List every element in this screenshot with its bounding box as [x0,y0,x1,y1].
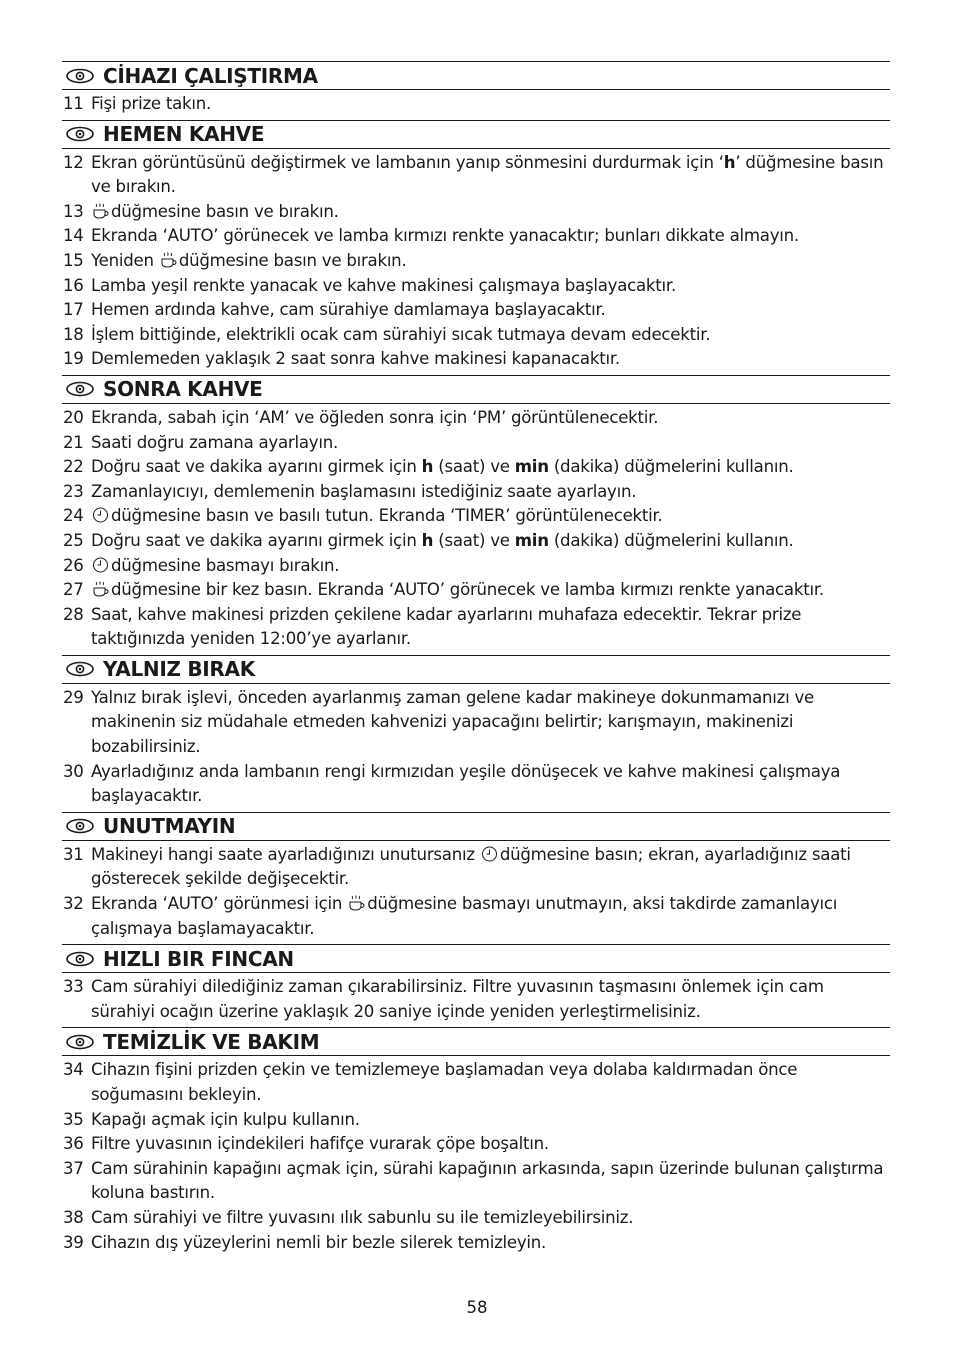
section-title: TEMİZLİK VE BAKIM [103,1029,320,1054]
coffee-cup-icon [160,251,177,269]
section-hemen-kahve [62,120,890,375]
section-header [62,120,890,149]
list-item: 32 Ekranda ‘AUTO’ görünmesi için düğmesine basmayı unutmayın, aksi takdirde zamanlayıcı çalışmaya başlamayacaktır. [63,894,838,938]
list-item: 35 Kapağı açmak için kulpu kullanın. [63,1109,360,1129]
section-yalniz-birak [62,655,890,812]
section-temizlik-ve-bakim [62,1027,890,1258]
clock-icon [92,506,109,524]
section-title: SONRA KAHVE [103,377,263,402]
list-item: 27 düğmesine bir kez basın. Ekranda ‘AUTO’ görünecek ve lamba kırmızı renkte yanacaktır. [63,580,824,600]
section-title: CİHAZI ÇALIŞTIRMA [103,63,318,88]
section-header [62,944,890,973]
section-title: YALNIZ BIRAK [103,657,255,682]
list-item: 23 Zamanlayıcıyı, demlemenin başlamasını istediğiniz saate ayarlayın. [63,481,637,501]
list-item: 31 Makineyi hangi saate ayarladığınızı unutursanız düğmesine basın; ekran, ayarladığınız saati gösterecek şekilde değişecektir. [63,844,851,889]
section-header [62,375,890,404]
list-item: 20 Ekranda, sabah için ‘AM’ ve öğleden sonra için ‘PM’ görüntülenecektir. [63,407,659,427]
section-cihazi-calistirma [62,61,890,120]
coffee-cup-icon [92,580,109,598]
document-page [62,61,890,1258]
eye-icon [65,951,95,967]
section-sonra-kahve [62,375,890,655]
eye-icon [65,1034,95,1050]
list-item: 39 Cihazın dış yüzeylerini nemli bir bezle silerek temizleyin. [63,1232,547,1252]
eye-icon [65,126,95,142]
coffee-cup-icon [92,202,109,220]
section-hizli-bir-fincan [62,944,890,1027]
list-item: 11 Fişi prize takın. [63,94,212,113]
list-item: 14 Ekranda ‘AUTO’ görünecek ve lamba kırmızı renkte yanacaktır; bunları dikkate almayın. [63,226,799,246]
list-item: 34 Cihazın fişini prizden çekin ve temizlemeye başlamadan veya dolaba kaldırmadan önce soğumasını bekleyin. [63,1060,798,1104]
list-item: 24 düğmesine basın ve basılı tutun. Ekranda ‘TIMER’ görüntülenecektir. [63,506,663,526]
list-item: 19 Demlemeden yaklaşık 2 saat sonra kahve makinesi kapanacaktır. [63,349,620,369]
section-header [62,655,890,684]
section-header [62,61,890,90]
section-header [62,1027,890,1056]
list-item: 16 Lamba yeşil renkte yanacak ve kahve makinesi çalışmaya başlayacaktır. [63,275,676,295]
list-item: 37 Cam sürahinin kapağını açmak için, sürahi kapağının arkasında, sapın üzerinde bulunan çalıştırma koluna bastırın. [63,1158,884,1203]
list-item: 12 Ekran görüntüsünü değiştirmek ve lambanın yanıp sönmesini durdurmak için ‘h’ düğmesine basın ve bırakın. [63,152,884,197]
list-item: 15 Yeniden düğmesine basın ve bırakın. [63,250,407,270]
list-item: 36 Filtre yuvasının içindekileri hafifçe vurarak çöpe boşaltın. [63,1134,549,1154]
list-item: 29 Yalnız bırak işlevi, önceden ayarlanmış zaman gelene kadar makineye dokunmamanızı ve makinenin siz müdahale etmeden kahvenizi yapacağını belirtir; karışmayın, makinenizi bozabilirsiniz. [63,687,814,757]
eye-icon [65,68,95,84]
list-item: 21 Saati doğru zamana ayarlayın. [63,432,338,452]
list-item: 13 düğmesine basın ve bırakın. [63,201,339,221]
section-header [62,812,890,841]
page-number: 58 [466,1298,488,1317]
list-item: 18 İşlem bittiğinde, elektrikli ocak cam sürahiyi sıcak tutmaya devam edecektir. [63,324,711,344]
clock-icon [481,845,498,863]
list-item: 22 Doğru saat ve dakika ayarını girmek için h (saat) ve min (dakika) düğmelerini kullanın. [63,457,794,477]
section-title: HIZLI BIR FINCAN [103,946,294,971]
clock-icon [92,556,109,574]
list-item: 28 Saat, kahve makinesi prizden çekilene kadar ayarlarını muhafaza edecektir. Tekrar prize taktığınızda yeniden 12:00’ye ayarlanır. [63,604,802,649]
list-item: 38 Cam sürahiyi ve filtre yuvasını ılık sabunlu su ile temizleyebilirsiniz. [63,1207,634,1227]
coffee-cup-icon [348,894,365,912]
eye-icon [65,818,95,834]
list-item: 30 Ayarladığınız anda lambanın rengi kırmızıdan yeşile dönüşecek ve kahve makinesi çalışmaya başlayacaktır. [63,761,841,806]
list-item: 26 düğmesine basmayı bırakın. [63,555,340,575]
section-title: HEMEN KAHVE [103,122,265,147]
list-item: 17 Hemen ardında kahve, cam sürahiye damlamaya başlayacaktır. [63,300,606,320]
list-item: 33 Cam sürahiyi dilediğiniz zaman çıkarabilirsiniz. Filtre yuvasının taşmasını önlemek için cam sürahiyi ocağın üzerine yaklaşık 20 saniye içinde yeniden yerleştirmelisiniz. [63,977,824,1021]
section-title: UNUTMAYIN [103,814,236,839]
eye-icon [65,381,95,397]
section-unutmayin [62,812,890,944]
list-item: 25 Doğru saat ve dakika ayarını girmek için h (saat) ve min (dakika) düğmelerini kullanın. [63,530,794,550]
eye-icon [65,661,95,677]
